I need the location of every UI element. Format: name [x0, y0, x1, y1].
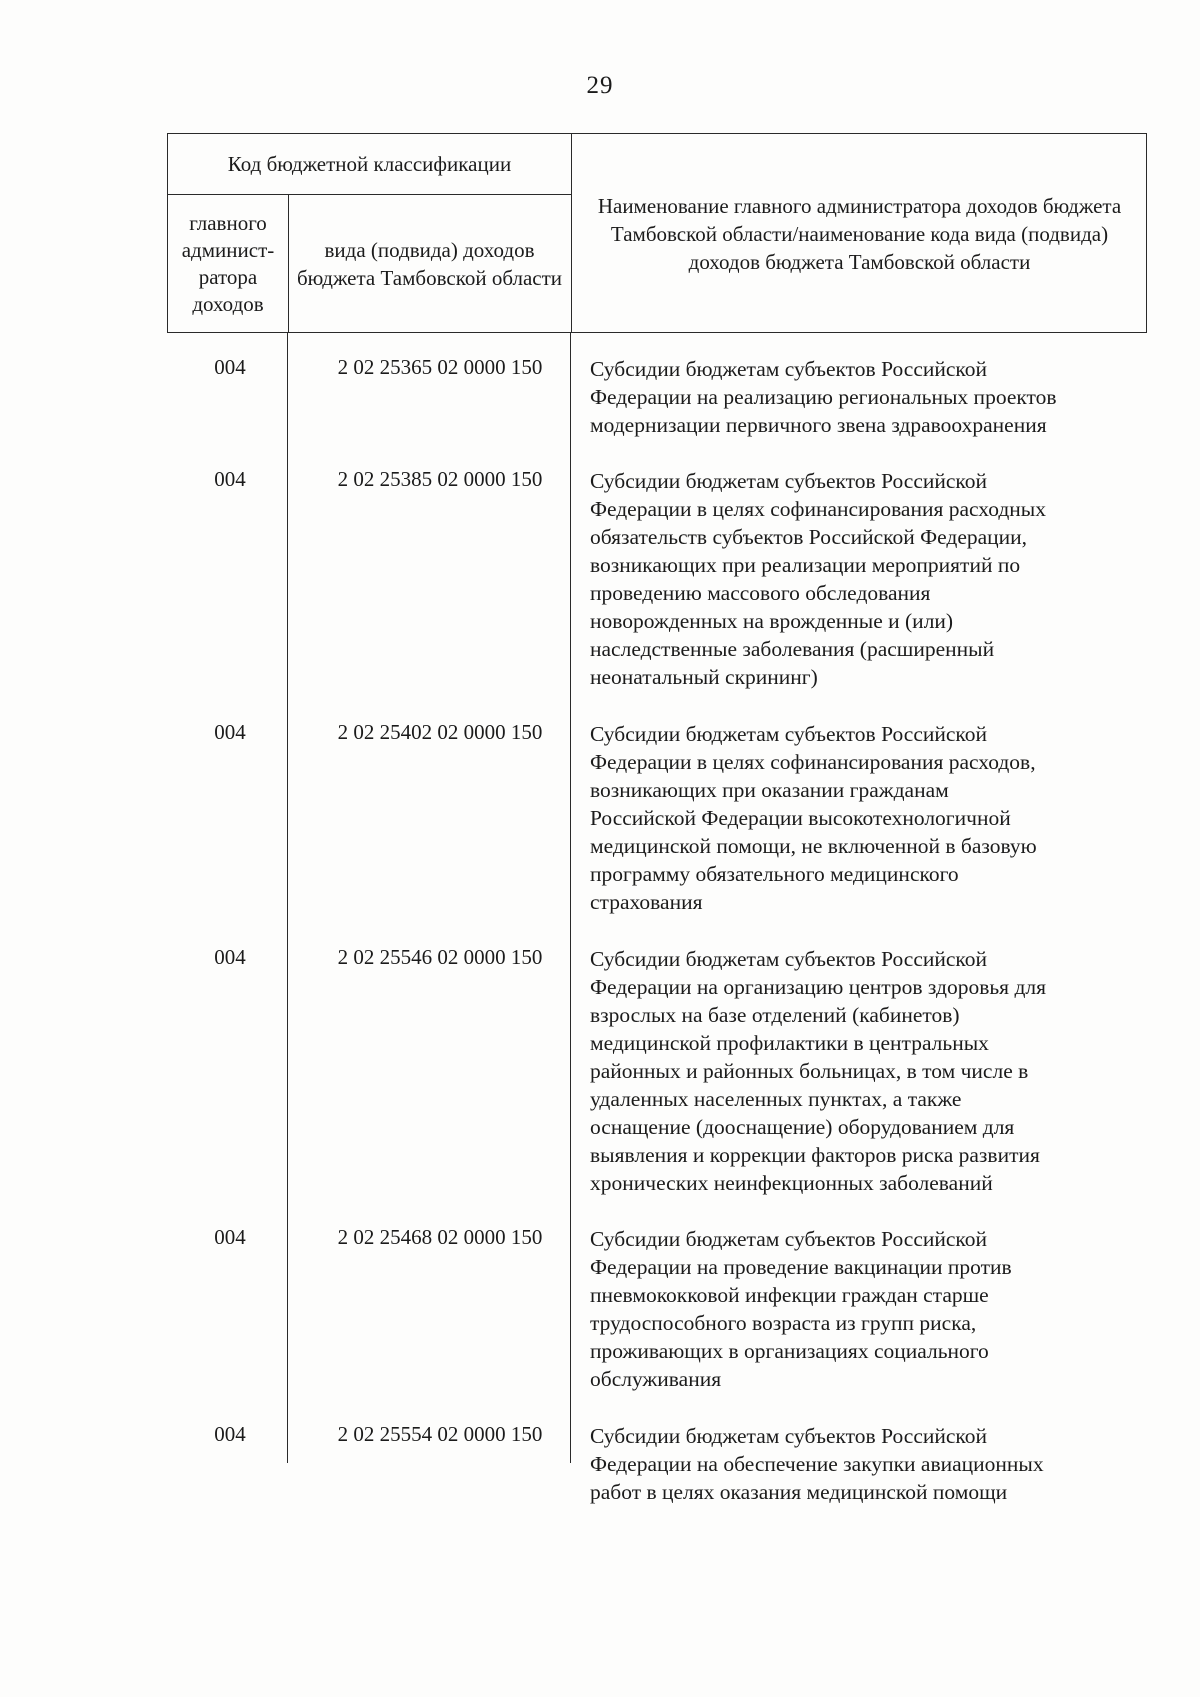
- income-code: 2 02 25365 02 0000 150: [337, 355, 543, 379]
- admin-code: 004: [214, 1225, 246, 1249]
- income-code: 2 02 25402 02 0000 150: [337, 720, 543, 744]
- income-name: Субсидии бюджетам субъектов Российской Федерации на реализацию региональных проектов модернизации первичного звена здравоохранения: [590, 357, 1057, 437]
- column-divider: [570, 333, 571, 1463]
- admin-code: 004: [214, 1422, 246, 1446]
- header-group-title: Код бюджетной классификации: [227, 152, 512, 176]
- income-code: 2 02 25385 02 0000 150: [337, 467, 543, 491]
- income-name: Субсидии бюджетам субъектов Российской Федерации на организацию центров здоровья для взрослых на базе отделений (кабинетов) медицинской профилактики в центральных районных и районных больницах, в том числе в удаленных населенных пунктах, а также оснащение (дооснащение) оборудованием для выявления и коррекции факторов риска развития хронических неинфекционных заболеваний: [590, 947, 1047, 1195]
- income-code: 2 02 25554 02 0000 150: [337, 1422, 543, 1446]
- income-name: Субсидии бюджетам субъектов Российской Федерации на обеспечение закупки авиационных работ в целях оказания медицинской помощи: [590, 1424, 1044, 1504]
- header-col-admin: главного админист- ратора доходов: [181, 211, 275, 316]
- admin-code: 004: [214, 355, 246, 379]
- income-code: 2 02 25546 02 0000 150: [337, 945, 543, 969]
- income-name: Субсидии бюджетам субъектов Российской Федерации на проведение вакцинации против пневмококковой инфекции граждан старше трудоспособного возраста из групп риска, проживающих в организациях социального обслуживания: [590, 1227, 1012, 1391]
- income-code: 2 02 25468 02 0000 150: [337, 1225, 543, 1249]
- header-col-code: вида (подвида) доходов бюджета Тамбовской области: [296, 238, 563, 290]
- column-divider: [287, 333, 288, 1463]
- table-header: [167, 133, 1147, 333]
- page-number: 29: [586, 72, 614, 99]
- header-col-name: Наименование главного администратора доходов бюджета Тамбовской области/наименование кода вида (подвида) доходов бюджета Тамбовской области: [597, 194, 1122, 274]
- admin-code: 004: [214, 720, 246, 744]
- admin-code: 004: [214, 467, 246, 491]
- income-name: Субсидии бюджетам субъектов Российской Федерации в целях софинансирования расходов, возникающих при оказании гражданам Российской Федерации высокотехнологичной медицинской помощи, не включенной в базовую программу обязательного медицинского страхования: [590, 722, 1037, 914]
- admin-code: 004: [214, 945, 246, 969]
- income-name: Субсидии бюджетам субъектов Российской Федерации в целях софинансирования расходных обязательств субъектов Российской Федерации, возникающих при реализации мероприятий по проведению массового обследования новорожденных на врожденные и (или) наследственные заболевания (расширенный неонатальный скрининг): [590, 469, 1047, 689]
